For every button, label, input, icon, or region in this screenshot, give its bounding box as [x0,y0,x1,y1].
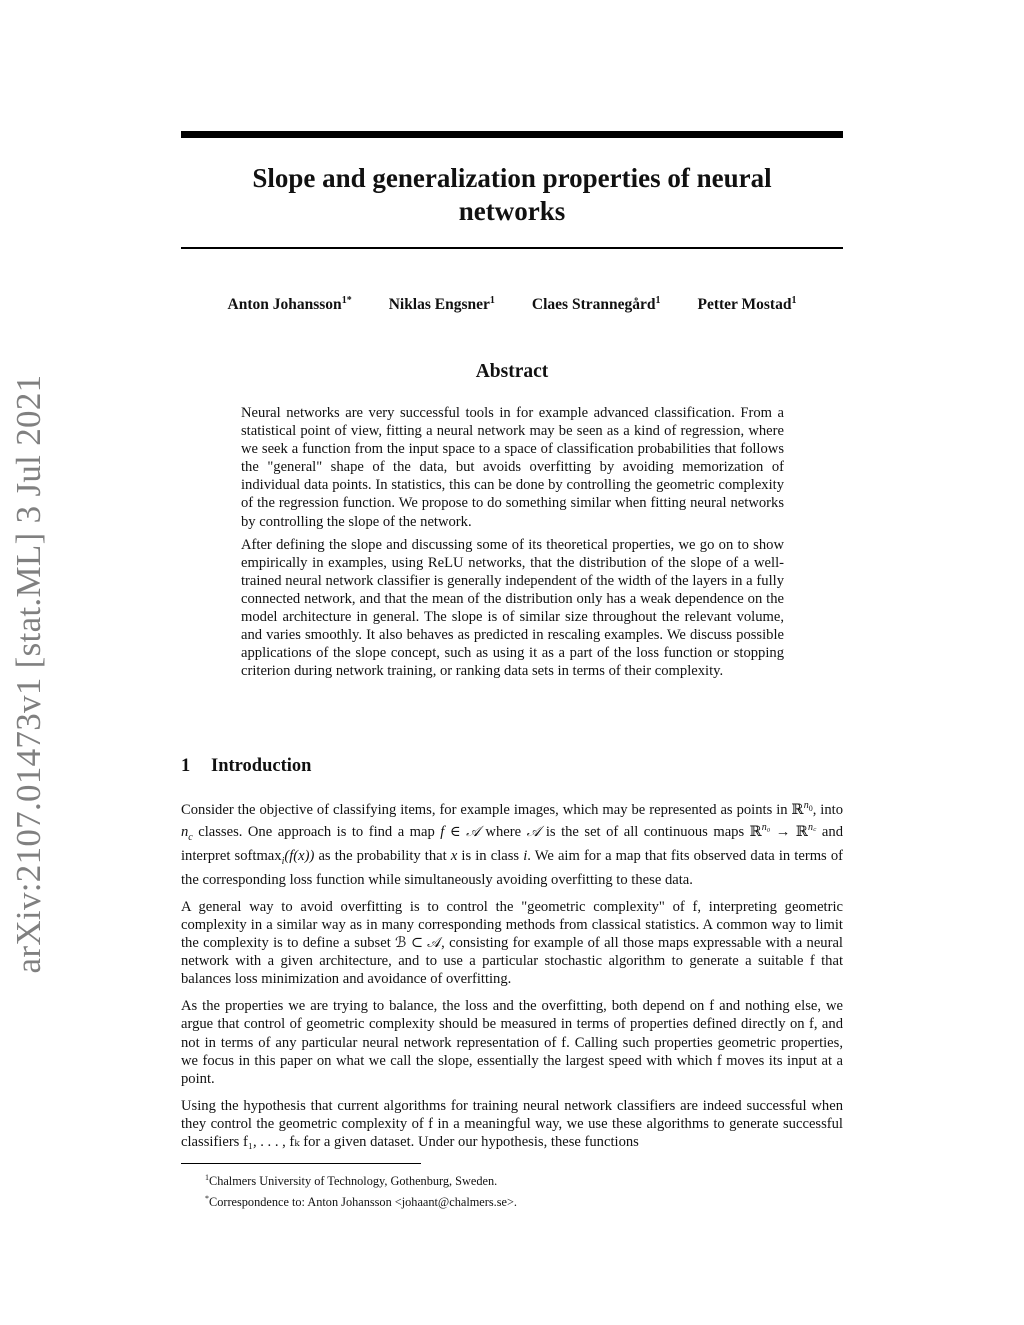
paper-title [181,162,843,228]
section-title: Introduction [211,756,312,776]
author: Niklas Engsner$^1$ [388,295,495,314]
title-top-rule [181,131,843,138]
author-list [181,295,843,314]
abstract-paragraph: After defining the slope and discussing some of its theoretical properties, we go on to show empirically in examples, using ReLU networks, that the distribution of the slope of a well-trained neural network classifier is generally independent of the width of the layers in a fully connected network, and that the mean of the distribution only has a weak dependence on the model architecture in general. The slope is of similar size throughout the relevant volume, and varies smoothly. It also behaves as predicted in rescaling examples. We discuss possible applications of the slope concept, such as using it as a part of the loss function or stopping criterion during network training, or ranking data sets in terms of their complexity. [241,536,784,680]
footnote: *Correspondence to: Anton Johansson <johaant@chalmers.se>. [205,1194,517,1210]
abstract-heading: Abstract [475,361,549,382]
title-line-1: Slope and generalization properties of neural [252,163,772,193]
abstract-paragraph: Neural networks are very successful tools in for example advanced classification. From a statistical point of view, fitting a neural network may be seen as a kind of regression, where we seek a function from the input space to a space of classification probabilities that follows the "general" shape of the data, but avoids overfitting by avoiding memorization of individual data points. In statistics, this can be done by controlling the geometric complexity of the regression function. We propose to do something similar when fitting neural networks by controlling the slope of the network. [241,405,784,530]
intro-paragraph: A general way to avoid overfitting is to control the "geometric complexity" of f, interpreting geometric complexity in a similar way as in many corresponding methods from classical statistics. A common way to limit the complexity is to define a subset ℬ ⊂ 𝒜, consisting for example of all those maps expressable with a neural network with a given architecture, and to use a particular stochastic algorithm to generate a suitable f that balances loss minimization and avoidance of overfitting. [181,898,843,988]
footnote-rule [181,1163,421,1164]
title-bottom-rule [181,247,843,249]
author: Claes Strannegård$^1$ [531,295,661,314]
title-line-2: networks [458,196,566,226]
intro-paragraph: Using the hypothesis that current algorithms for training neural network classifiers are indeed successful when they control the geometric complexity of f in a meaningful way, we use these algorithms to generate successful classifiers f₁, . . . , fₖ for a given dataset. Under our hypothesis, these functions [181,1097,843,1151]
section-heading-introduction [181,756,311,777]
footnote: $^1$Chalmers University of Technology, Gothenburg, Sweden. [205,1173,498,1189]
introduction-body [181,797,843,1160]
author: Petter Mostad$^1$ [697,295,797,314]
author: Anton Johansson$^{1*}$ [227,295,352,314]
intro-paragraph: Consider the objective of classifying items, for example images, which may be represented as points in ℝ$^{n_0}$, into $n_c$ classes. One approach is to find a map f ∈ 𝒜 where 𝒜 is the set of all continuous maps ℝ$^{n_0}$ → ℝ$^{n꜀}$ and interpret softmax$_i$(f(x)) as the probability that x is in class i. We aim for a map that fits observed data in terms of the corresponding loss function while simultaneously avoiding overfitting to these data. [181,800,844,888]
section-number: 1 [181,756,191,776]
intro-paragraph: As the properties we are trying to balance, the loss and the overfitting, both depend on f and nothing else, we argue that control of geometric complexity should be measured in terms of properties defined directly on f, and not in terms of any particular neural network representation of f. Calling such properties geometric properties, we focus in this paper on what we call the slope, essentially the largest speed with which f moves its input at a point. [181,998,843,1087]
abstract-body [241,404,784,685]
footnotes [181,1169,843,1211]
arxiv-identifier: arXiv:2107.01473v1 [stat.ML] 3 Jul 2021 [9,374,48,974]
